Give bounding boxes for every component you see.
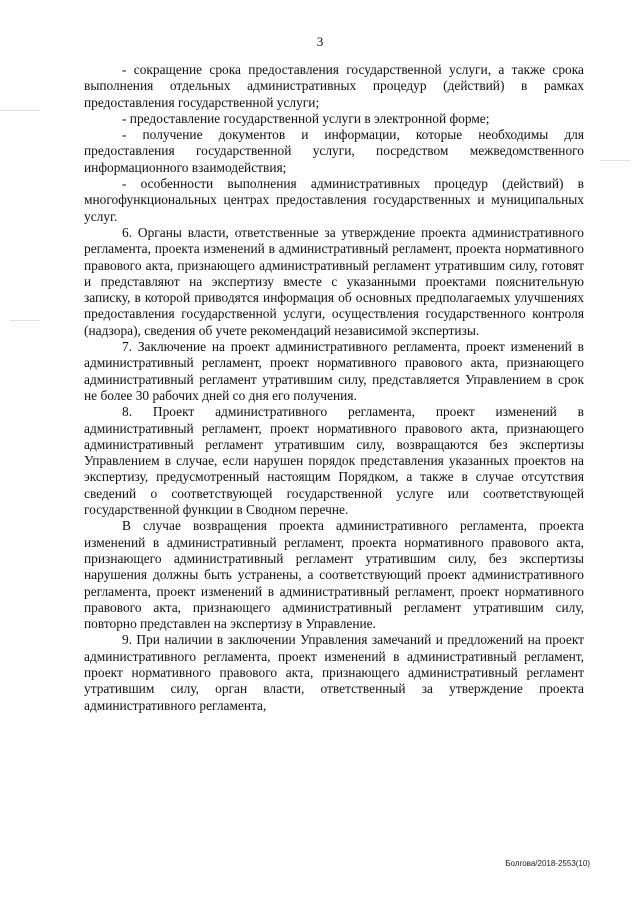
- paragraph: - сокращение срока предоставления государственной услуги, а также срока выполнения отдельных административных процедур (действий) в рамках предоставления государственной услуги;: [84, 62, 584, 110]
- scan-artifact: [0, 110, 40, 111]
- scan-artifact: [600, 160, 630, 161]
- paragraph: 8. Проект административного регламента, проект изменений в административный регламент, проект нормативного правового акта, признающего административный регламент утратившим силу, возвращаются без экспертизы Управлением в случае, если нарушен порядок представления указанных проектов на экспертизу, предусмотренный настоящим Порядком, а также в случае отсутствия сведений о соответствующей государственной услуге или соответствующей государственной функции в Сводном перечне.: [84, 404, 584, 518]
- document-footer-code: Болгова/2018-2553(10): [505, 859, 590, 868]
- paragraph: - получение документов и информации, которые необходимы для предоставления государственной услуги, посредством межведомственного информационного взаимодействия;: [84, 127, 584, 175]
- paragraph: 6. Органы власти, ответственные за утверждение проекта административного регламента, проекта изменений в административный регламент, проекта нормативного правового акта, признающего административный регламент утратившим силу, готовят и представляют на экспертизу вместе с указанными проектами пояснительную записку, в которой приводятся информация об основных предполагаемых улучшениях предоставления государственной услуги, осуществления государственного контроля (надзора), сведения об учете рекомендаций независимой экспертизы.: [84, 224, 584, 338]
- paragraph: - особенности выполнения административных процедур (действий) в многофункциональных центрах предоставления государственных и муниципальных услуг.: [84, 176, 584, 224]
- scan-artifact: [10, 320, 40, 321]
- page-number: 3: [316, 34, 324, 49]
- paragraph: 9. При наличии в заключении Управления замечаний и предложений на проект административного регламента, проект изменений в административный регламент, проект нормативного правового акта, признающего административный регламент утратившим силу, орган власти, ответственный за утверждение проекта административного регламента,: [84, 632, 584, 713]
- paragraph: - предоставление государственной услуги в электронной форме;: [122, 110, 490, 126]
- paragraph: 7. Заключение на проект административного регламента, проект изменений в административный регламент, проект нормативного правового акта, признающего административный регламент утратившим силу, представляется Управлением в срок не более 30 рабочих дней со дня его получения.: [84, 339, 584, 403]
- document-body: [84, 62, 584, 714]
- paragraph: В случае возвращения проекта административного регламента, проекта изменений в административный регламент, проекта нормативного правового акта, признающего административный регламент утратившим силу, без экспертизы нарушения должны быть устранены, а соответствующий проект административного регламента, проект изменений в административный регламент, проект нормативного правового акта, признающего административный регламент утратившим силу, повторно представлен на экспертизу в Управление.: [84, 518, 584, 632]
